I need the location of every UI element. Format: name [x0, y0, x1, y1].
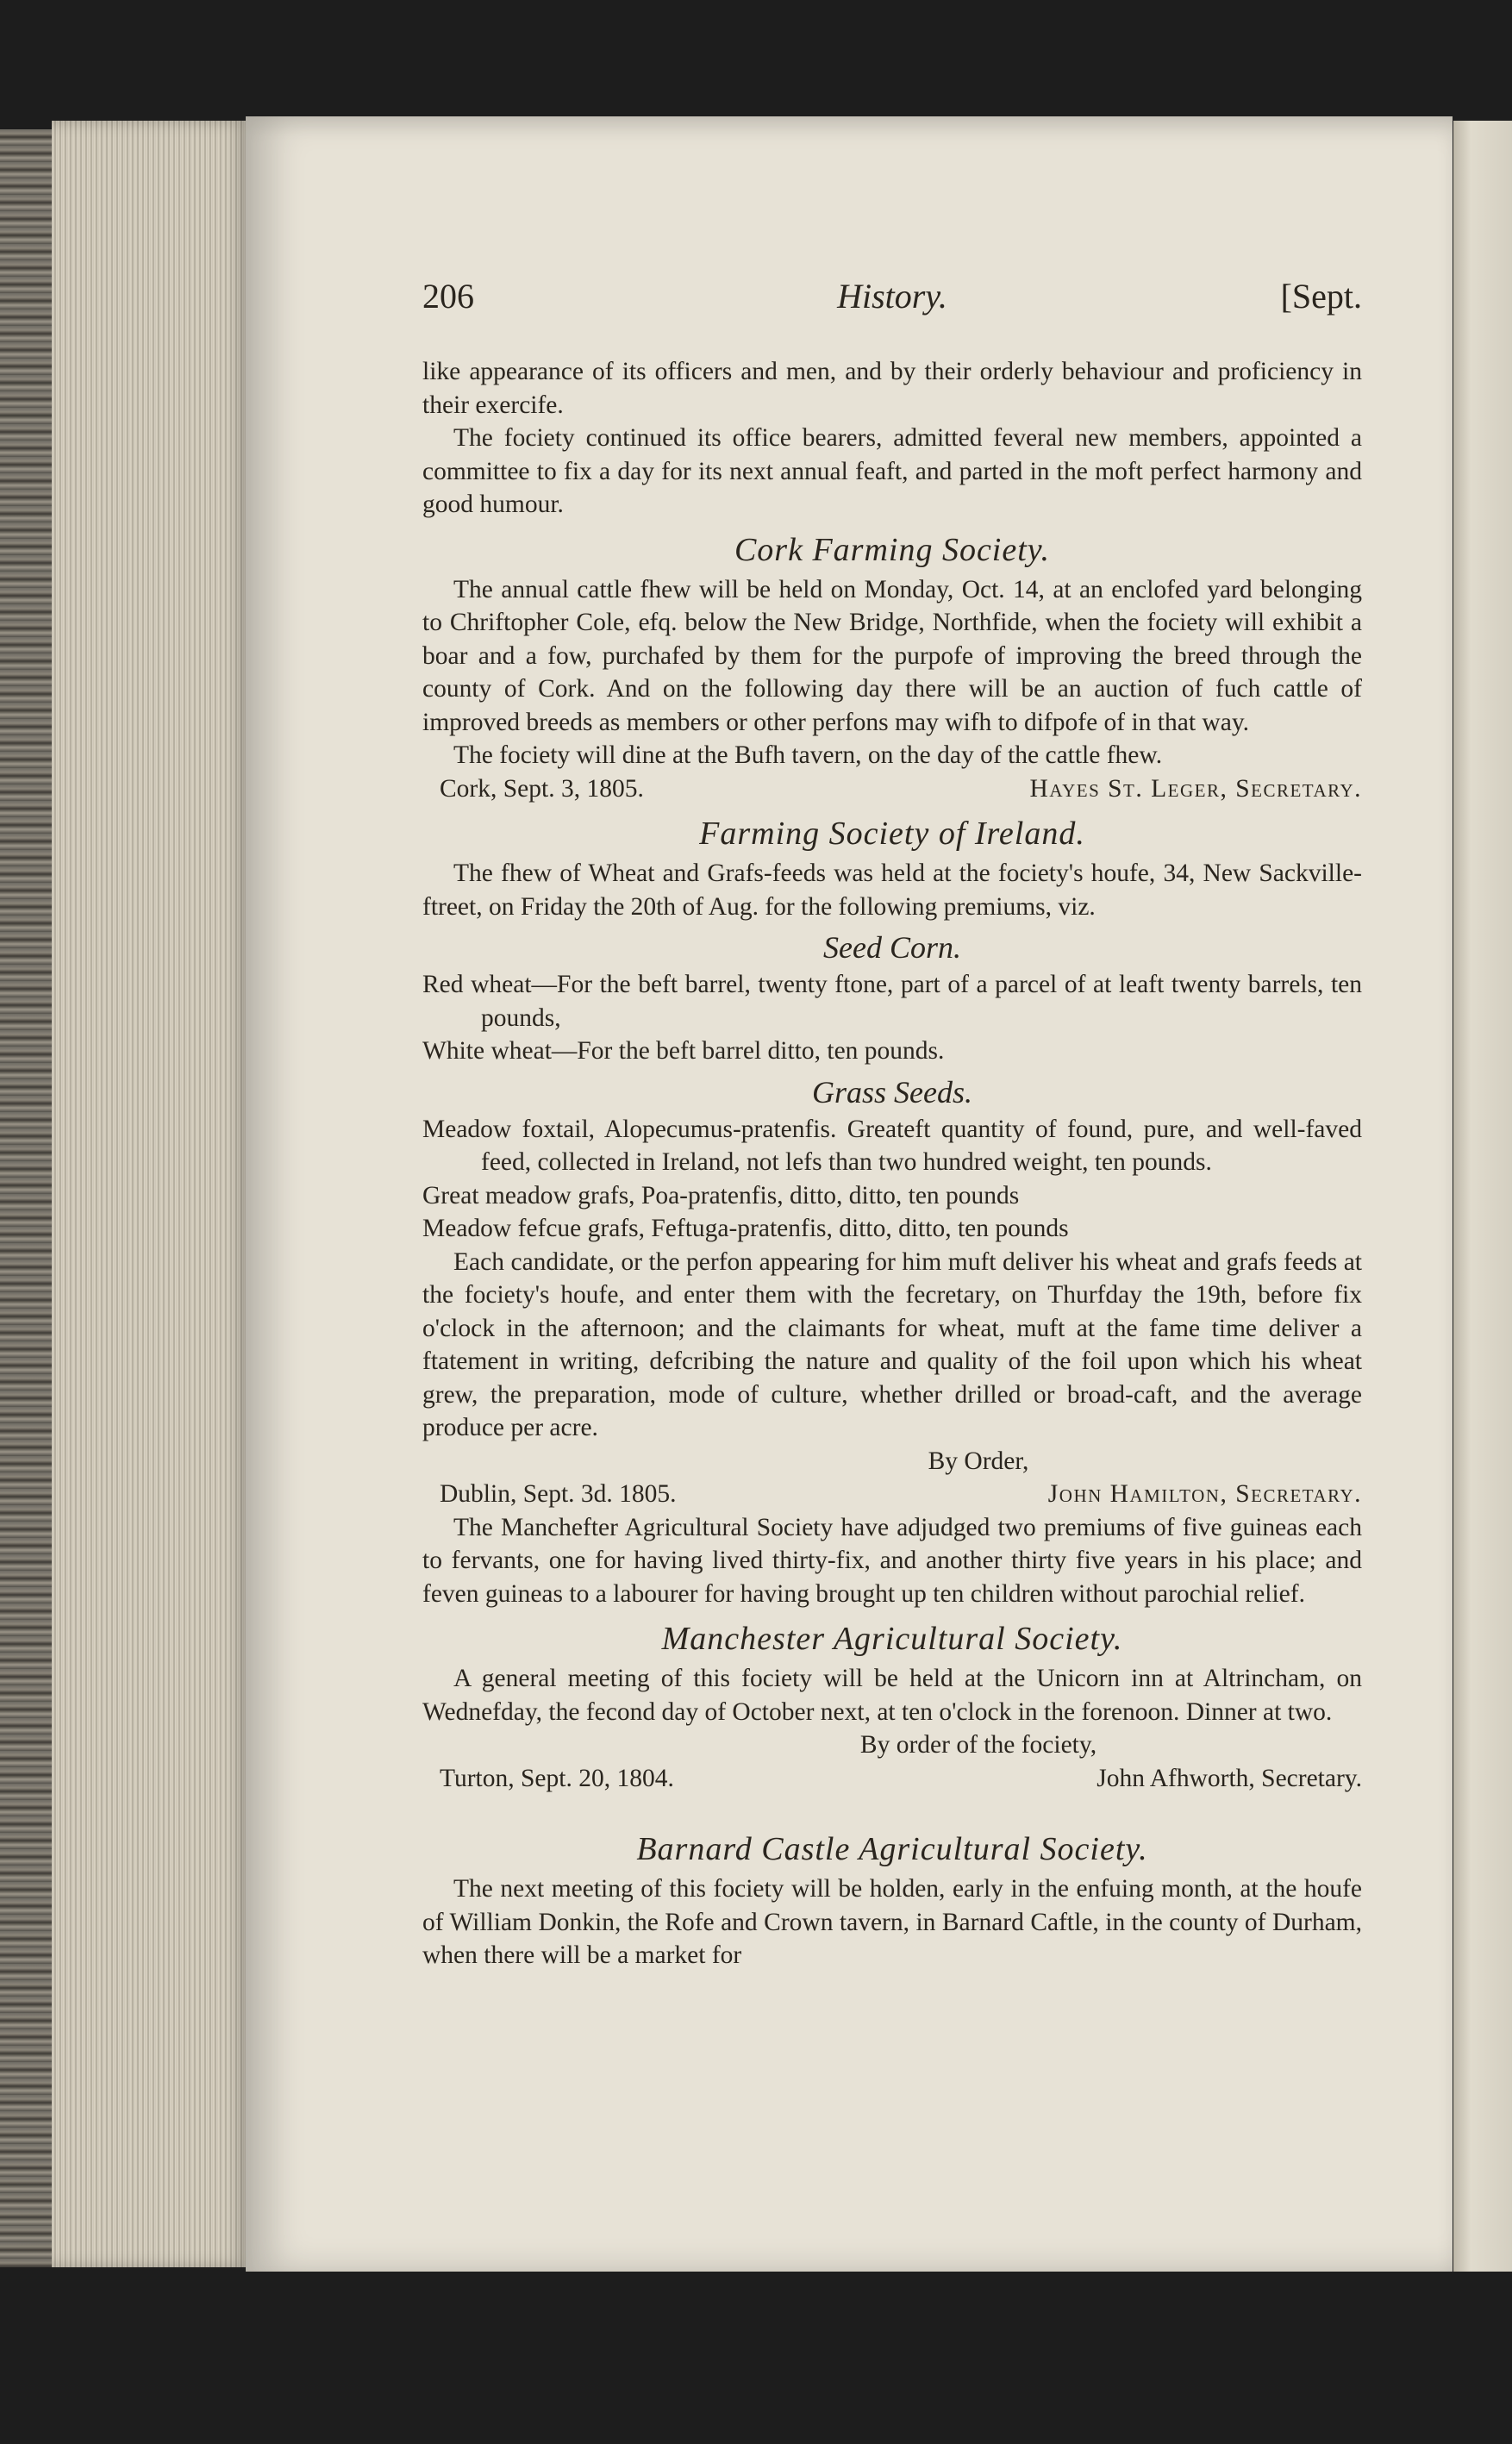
ireland-heading: Farming Society of Ireland.: [699, 816, 1085, 852]
cork-paragraph-1: The annual cattle fhew will be held on Monday, Oct. 14, at an enclofed yard belonging to Chriftopher Cole, efq. below the New Bridge, Northfide, when the fociety will exhibit a boar and a fow, purchafed by them for the purpofe of improving the breed through the county of Cork. And on the following day there will be an auction of fuch cattle of improved breeds as members or other perfons may wifh to difpofe of in that way.: [422, 575, 1362, 736]
page-stack-edge: [52, 121, 250, 2267]
manchester-signatory: John Afhworth, Secretary.: [1097, 1764, 1362, 1792]
intro-paragraph-1: like appearance of its officers and men, and by their orderly behaviour and proficiency in their exercife.: [422, 358, 1362, 419]
seed-corn-heading: Seed Corn.: [823, 930, 961, 965]
ireland-signatory: John Hamilton, Secretary.: [1047, 1480, 1362, 1508]
ireland-place-date: Dublin, Sept. 3d. 1805.: [440, 1480, 677, 1508]
cork-paragraph-2: The fociety will dine at the Bufh tavern, on the day of the cattle fhew.: [453, 741, 1163, 769]
cork-signature: [422, 772, 1362, 806]
intro-paragraph-2: The fociety continued its office bearers, admitted feveral new members, appointed a committee to fix a day for its next annual feaft, and parted in the moft perfect harmony and good humour.: [422, 424, 1362, 518]
ireland-paragraph-1: The fhew of Wheat and Grafs-feeds was held at the fociety's houfe, 34, New Sackville-ftreet, on Friday the 20th of Aug. for the following premiums, viz.: [422, 859, 1362, 921]
page-title: History.: [837, 277, 947, 316]
seed-corn-item: Red wheat—For the beft barrel, twenty ftone, part of a parcel of at leaft twenty barrels, ten pounds,: [422, 971, 1362, 1032]
page-body: [422, 355, 1362, 1972]
manchester-premiums-paragraph: The Manchefter Agricultural Society have adjudged two premiums of five guineas each to fervants, one for having lived thirty-fix, and another thirty five years in his place; and feven guineas to a labourer for having brought up ten children without parochial relief.: [422, 1513, 1362, 1608]
grass-seed-item: Meadow foxtail, Alopecumus-pratenfis. Greateft quantity of found, pure, and well-faved feed, collected in Ireland, not lefs than two hundred weight, ten pounds.: [422, 1115, 1362, 1176]
manchester-heading: Manchester Agricultural Society.: [661, 1621, 1123, 1657]
ireland-signature: [422, 1478, 1362, 1511]
seed-corn-item: White wheat—For the beft barrel ditto, ten pounds.: [422, 1037, 945, 1065]
running-month: [Sept.: [1280, 277, 1362, 316]
manchester-paragraph-1: A general meeting of this fociety will be held at the Unicorn inn at Altrincham, on Wednefday, the fecond day of October next, at ten o'clock in the forenoon. Dinner at two.: [422, 1665, 1362, 1726]
cork-place-date: Cork, Sept. 3, 1805.: [440, 774, 644, 803]
cork-heading: Cork Farming Society.: [734, 531, 1051, 568]
ireland-paragraph-2: Each candidate, or the perfon appearing for him muft deliver his wheat and grafs feeds at the fociety's houfe, and enter them with the fecretary, on Thurfday the 19th, before fix o'clock in the afternoon; and the claimants for wheat, muft at the fame time deliver a ftatement in writing, defcribing the nature and quality of the foil upon which his wheat grew, the preparation, mode of culture, whether drilled or broad-caft, and the average produce per acre.: [422, 1247, 1362, 1441]
facing-page-edge: [1453, 121, 1512, 2272]
manchester-signature: [422, 1762, 1362, 1796]
ireland-by-order: By Order,: [928, 1447, 1029, 1475]
grass-seed-item: Great meadow grafs, Poa-pratenfis, ditto, ditto, ten pounds: [422, 1181, 1020, 1209]
barnard-paragraph-1: The next meeting of this fociety will be holden, early in the enfuing month, at the houfe of William Donkin, the Rofe and Crown tavern, in Barnard Caftle, in the county of Durham, when there will be a market for: [422, 1875, 1362, 1969]
grass-seeds-heading: Grass Seeds.: [812, 1074, 972, 1109]
running-head: [422, 276, 1362, 328]
barnard-heading: Barnard Castle Agricultural Society.: [636, 1831, 1148, 1867]
manchester-place-date: Turton, Sept. 20, 1804.: [440, 1764, 674, 1792]
cork-signatory: Hayes St. Leger, Secretary.: [1029, 774, 1362, 803]
page-number: 206: [422, 277, 474, 316]
grass-seed-item: Meadow fefcue grafs, Feftuga-pratenfis, ditto, ditto, ten pounds: [422, 1215, 1069, 1242]
manchester-by-order: By order of the fociety,: [859, 1731, 1097, 1759]
